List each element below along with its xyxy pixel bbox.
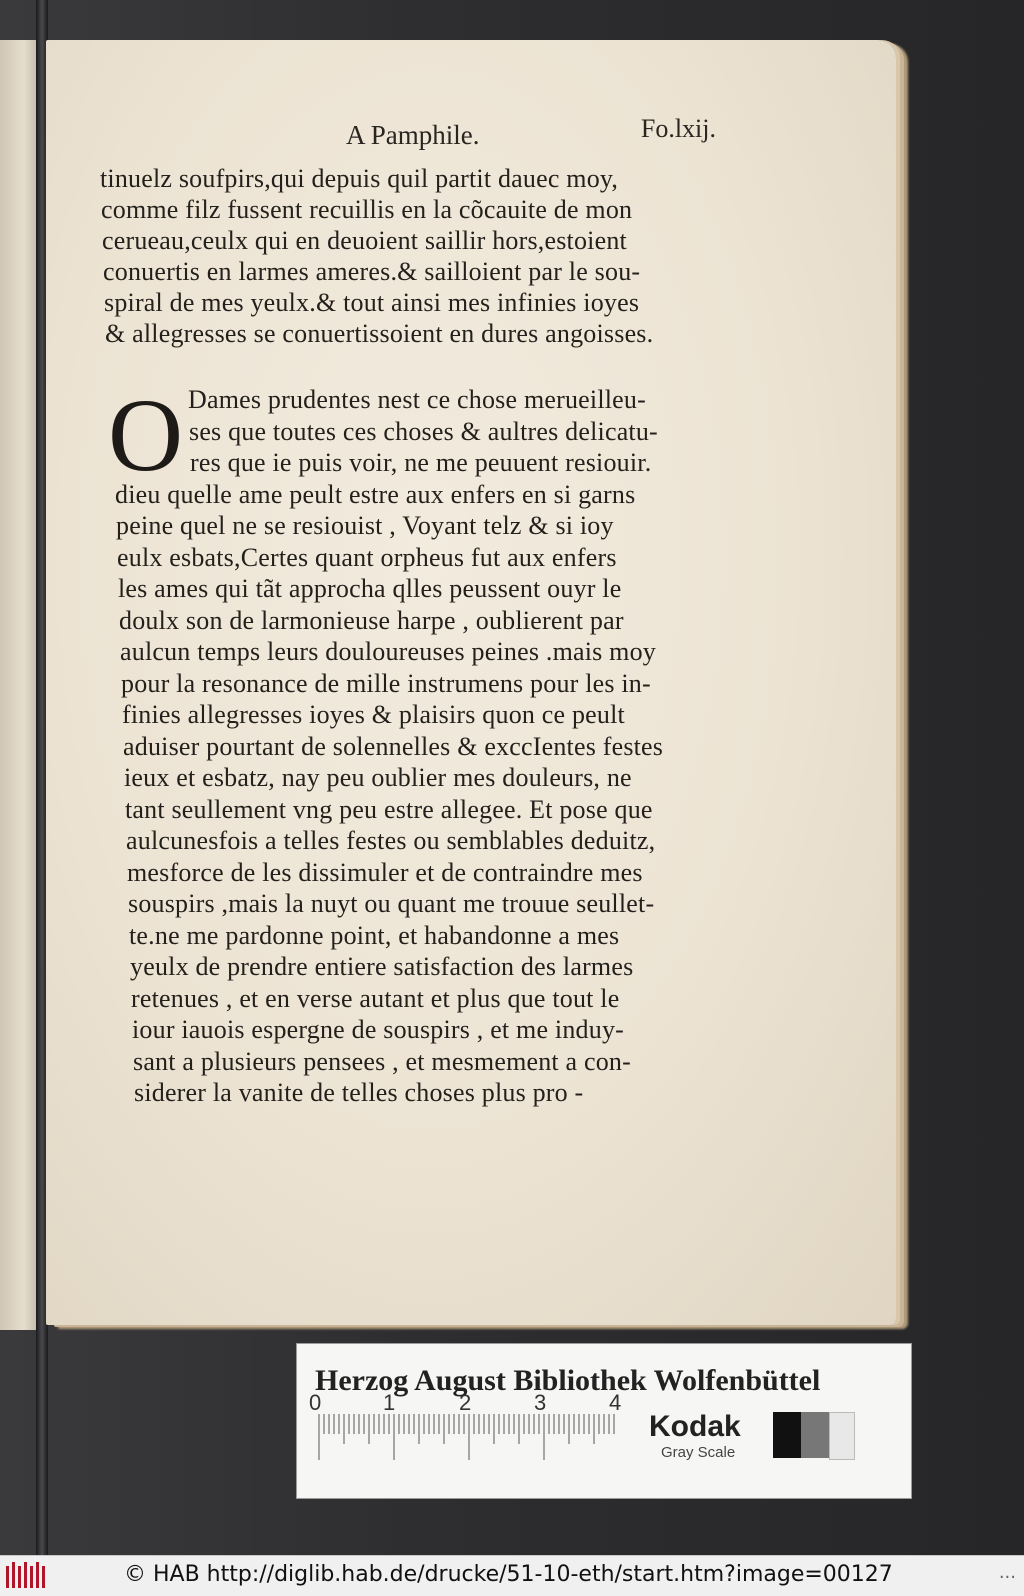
text-line: conuertis en larmes ameres.& sailloient par le sou- (103, 257, 641, 286)
text-line: ieux et esbatz, nay peu oublier mes douleurs, ne (124, 763, 632, 792)
gray-patch-mid (801, 1412, 829, 1458)
text-line: & allegresses se conuertissoient en dures angoisses. (105, 319, 654, 348)
gray-patch-black (773, 1412, 801, 1458)
text-line: comme filz fussent recuillis en la cõcauite de mon (101, 195, 633, 224)
text-line: Dames prudentes nest ce chose merueilleu- (188, 385, 646, 414)
text-line: spiral de mes yeulx.& tout ainsi mes infinies ioyes (104, 288, 640, 317)
text-line: doulx son de larmonieuse harpe , oublierent par (119, 605, 624, 635)
text-line: cerueau,ceulx qui en deuoient saillir hors,estoient (102, 226, 627, 255)
text-line: yeulx de prendre entiere satisfaction des larmes (130, 952, 634, 981)
ruler-number: 1 (383, 1390, 396, 1415)
gray-scale-label: Gray Scale (661, 1444, 736, 1461)
text-line: tinuelz soufpirs,qui depuis quil partit dauec moy, (100, 164, 619, 193)
ruler-number: 4 (609, 1390, 622, 1415)
text-line: siderer la vanite de telles choses plus pro - (134, 1078, 584, 1107)
text-line: finies allegresses ioyes & plaisirs quon ce peult (122, 700, 625, 729)
ruler-number: 3 (534, 1390, 547, 1415)
running-head-title: A Pamphile. (346, 120, 480, 150)
text-line: les ames qui tãt approcha qlles peussent ouyr le (118, 574, 622, 603)
library-name: Herzog August Bibliothek Wolfenbüttel (315, 1364, 821, 1397)
text-line: pour la resonance de mille instrumens pour les in- (121, 668, 651, 698)
kodak-logo: Kodak (649, 1410, 741, 1443)
text-line: res que ie puis voir, ne me peuuent resiouir. (190, 448, 652, 477)
text-line: mesforce de les dissimuler et de contraindre mes (127, 857, 643, 887)
text-line: eulx esbats,Certes quant orpheus fut aux enfers (117, 542, 617, 572)
folio-number: Fo.lxij. (640, 114, 716, 143)
drop-cap: O (108, 378, 184, 493)
text-line: tant seullement vng peu estre allegee. Et pose que (125, 794, 653, 824)
more-icon[interactable]: ... (998, 1562, 1016, 1583)
text-line: ses que toutes ces choses & aultres delicatu- (189, 416, 658, 446)
text-line: dieu quelle ame peult estre aux enfers en si garns (115, 479, 636, 509)
hab-logo-icon (4, 1560, 48, 1592)
text-line: sant a plusieurs pensees , et mesmement a con- (133, 1046, 631, 1076)
text-line: aulcunesfois a telles festes ou semblables deduitz, (126, 826, 656, 855)
text-line: souspirs ,mais la nuyt ou quant me trouue seullet- (128, 889, 655, 918)
text-line: peine quel ne se resiouist , Voyant telz & si ioy (116, 511, 614, 540)
previous-page-edge (0, 40, 40, 1330)
text-line: retenues , et en verse autant et plus que tout le (131, 983, 620, 1013)
color-reference-card (297, 1344, 911, 1498)
source-url[interactable]: © HAB http://diglib.hab.de/drucke/51-10-eth/start.htm?image=00127 (124, 1562, 893, 1587)
gray-patch-white (829, 1412, 855, 1460)
viewer-footer (0, 1555, 1024, 1596)
ruler-number: 0 (309, 1390, 322, 1415)
ruler-number: 2 (459, 1390, 472, 1415)
text-line: aduiser pourtant de solennelles & exccIentes festes (123, 731, 664, 761)
measurement-ruler (317, 1414, 617, 1494)
running-head (346, 114, 716, 156)
text-line: iour iauois espergne de souspirs , et me induy- (132, 1015, 624, 1044)
text-line: te.ne me pardonne point, et habandonne a mes (129, 920, 620, 950)
text-line: aulcun temps leurs douloureuses peines .mais moy (120, 637, 656, 666)
